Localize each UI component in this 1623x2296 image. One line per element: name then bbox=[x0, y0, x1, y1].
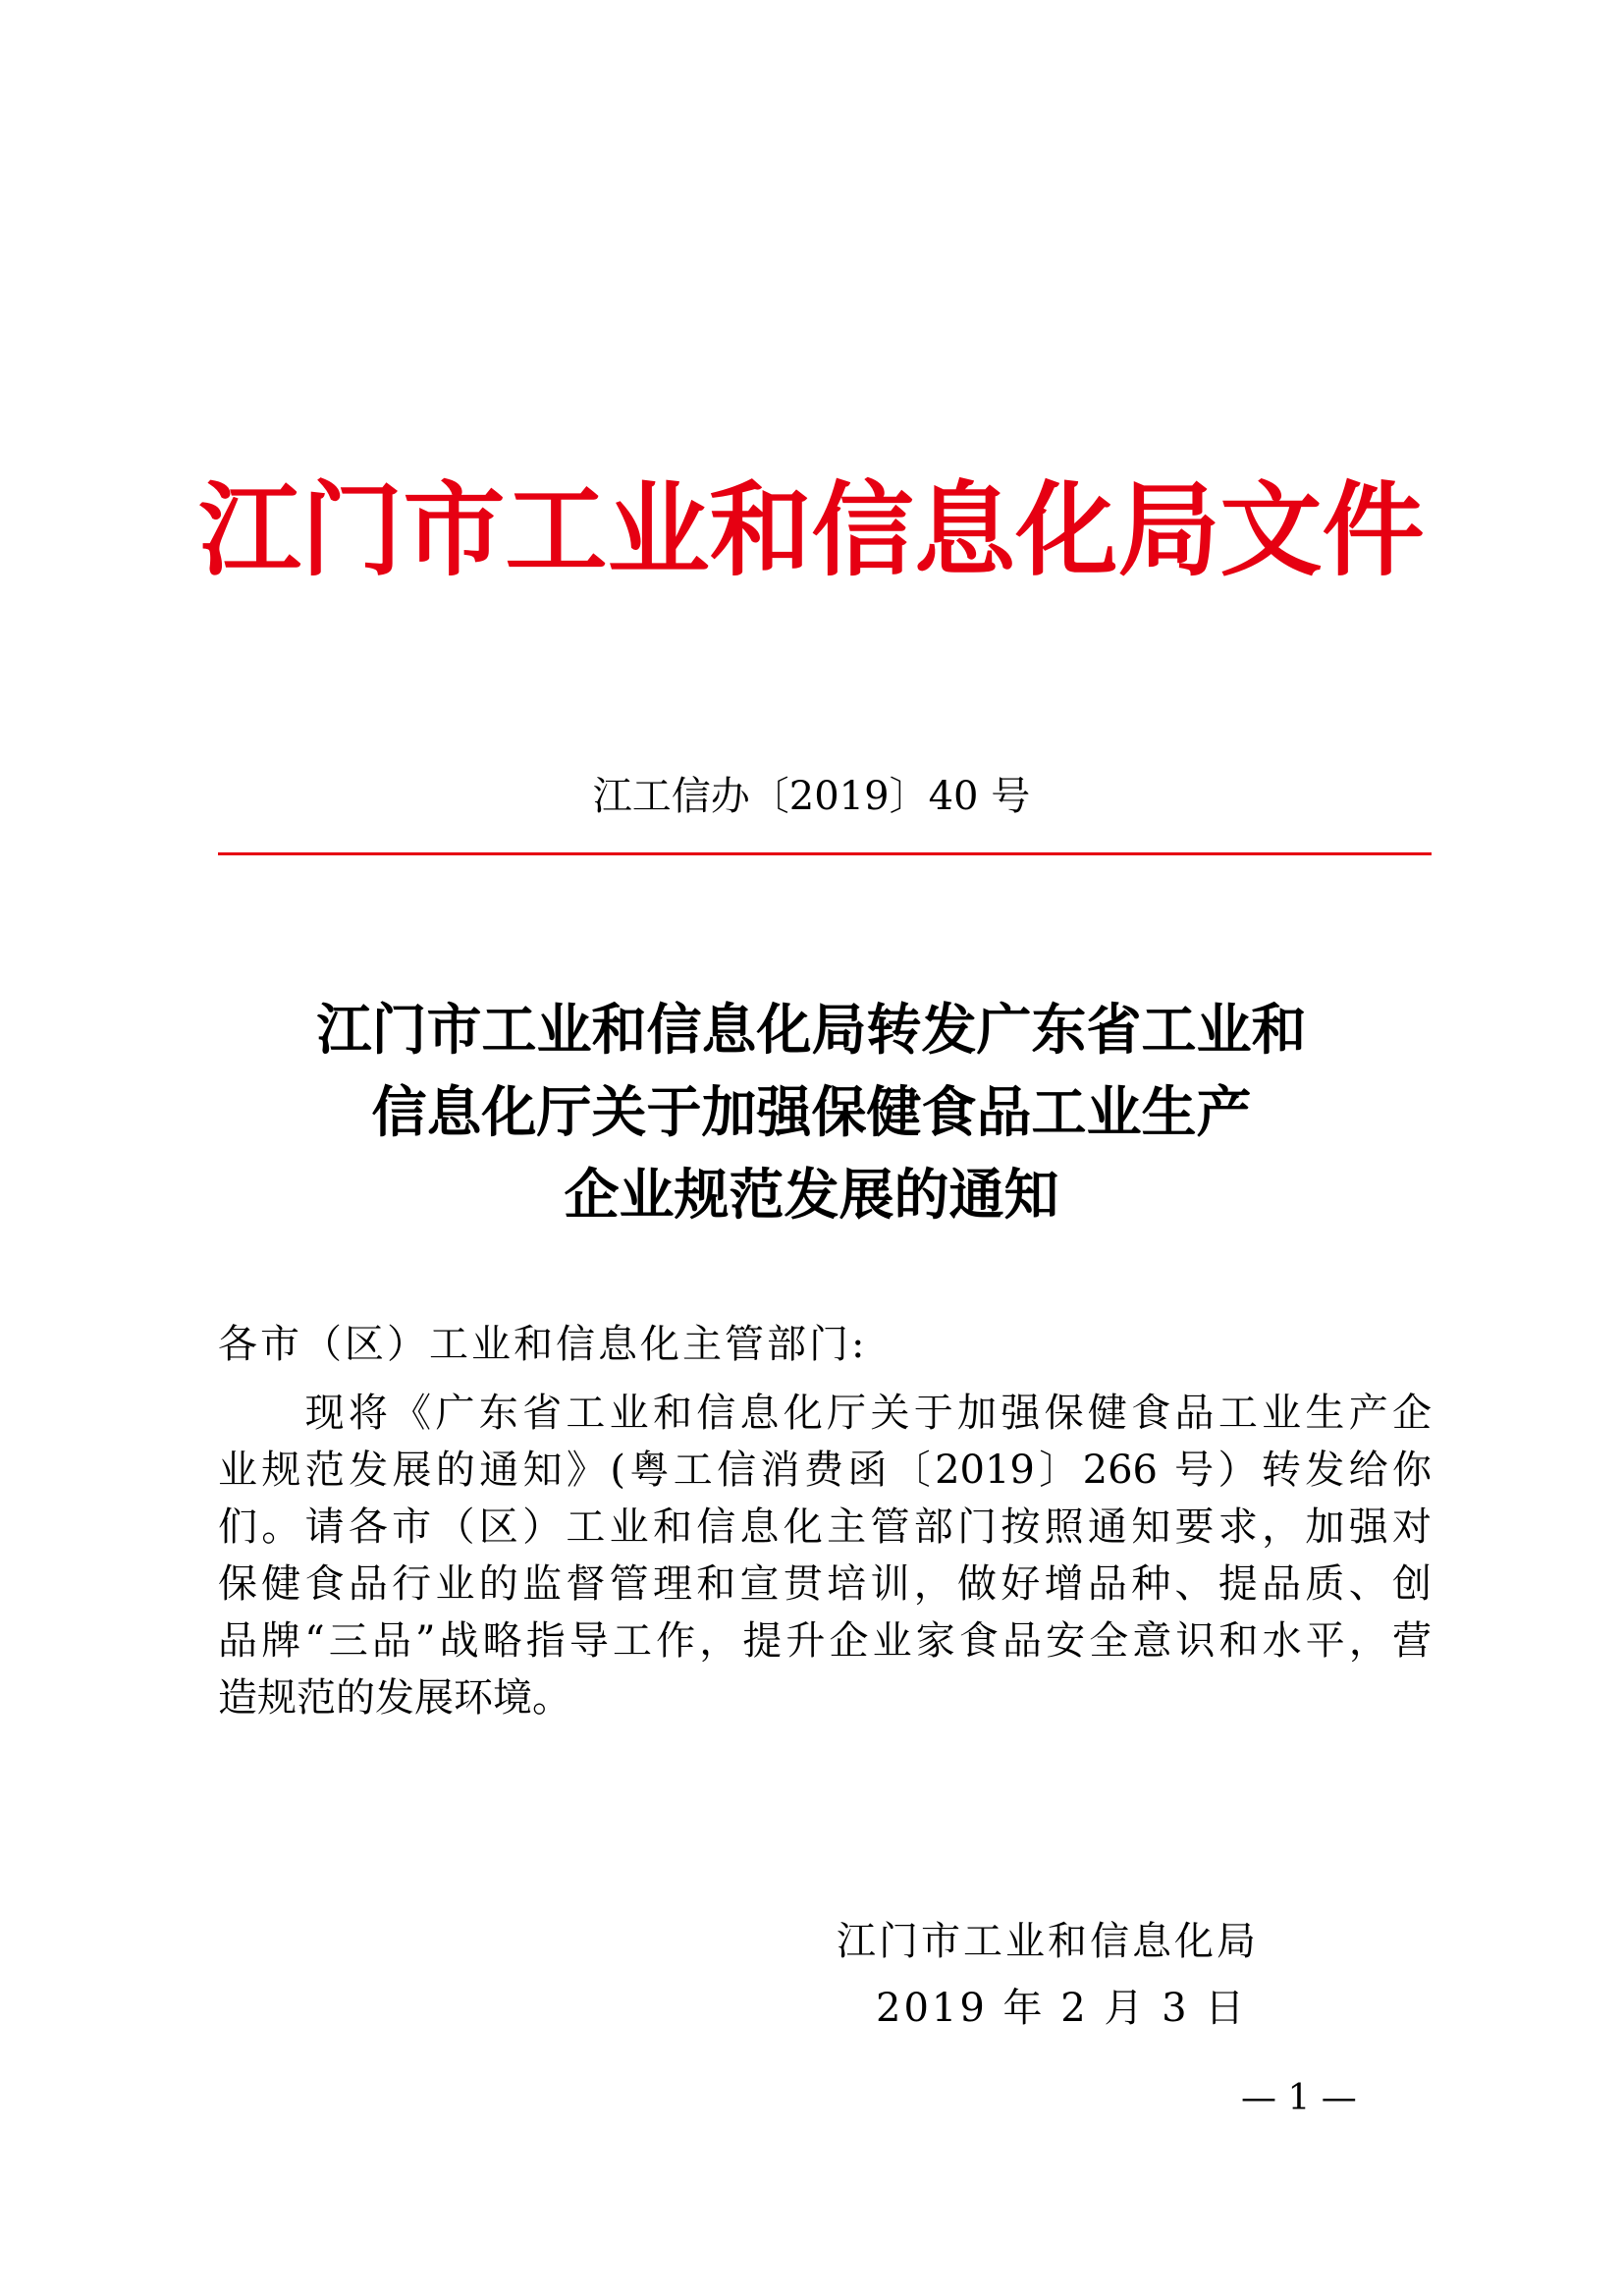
document-title bbox=[0, 990, 1623, 1237]
body-line-3: 们。请各市（区）工业和信息化主管部门按照通知要求，加强对 bbox=[218, 1504, 1432, 1550]
body-line-1: 现将《广东省工业和信息化厅关于加强保健食品工业生产企 bbox=[218, 1391, 1432, 1436]
body-line-2: 业规范发展的通知》(粤工信消费函〔2019〕266 号）转发给你 bbox=[218, 1448, 1432, 1493]
title-line-1: 江门市工业和信息化局转发广东省工业和 bbox=[316, 999, 1307, 1063]
salutation: 各市（区）工业和信息化主管部门: bbox=[218, 1322, 868, 1367]
title-line-3: 企业规范发展的通知 bbox=[564, 1164, 1059, 1228]
signature-date: 2019 年 2 月 3 日 bbox=[876, 1986, 1248, 2031]
page-number: — 1 — bbox=[1241, 2078, 1357, 2118]
red-divider-line bbox=[218, 852, 1432, 855]
issuer-header-title: 江门市工业和信息化局文件 bbox=[198, 470, 1425, 590]
body-line-6: 造规范的发展环境。 bbox=[218, 1675, 571, 1721]
body-line-4: 保健食品行业的监督管理和宣贯培训，做好增品种、提品质、创 bbox=[218, 1561, 1432, 1607]
document-number: 江工信办〔2019〕40 号 bbox=[592, 774, 1031, 819]
title-line-2: 信息化厅关于加强保健食品工业生产 bbox=[371, 1081, 1252, 1145]
signature-organization: 江门市工业和信息化局 bbox=[837, 1919, 1259, 1964]
body-paragraph bbox=[218, 1385, 1432, 1726]
body-line-5: 品牌“三品”战略指导工作，提升企业家食品安全意识和水平，营 bbox=[218, 1618, 1432, 1664]
